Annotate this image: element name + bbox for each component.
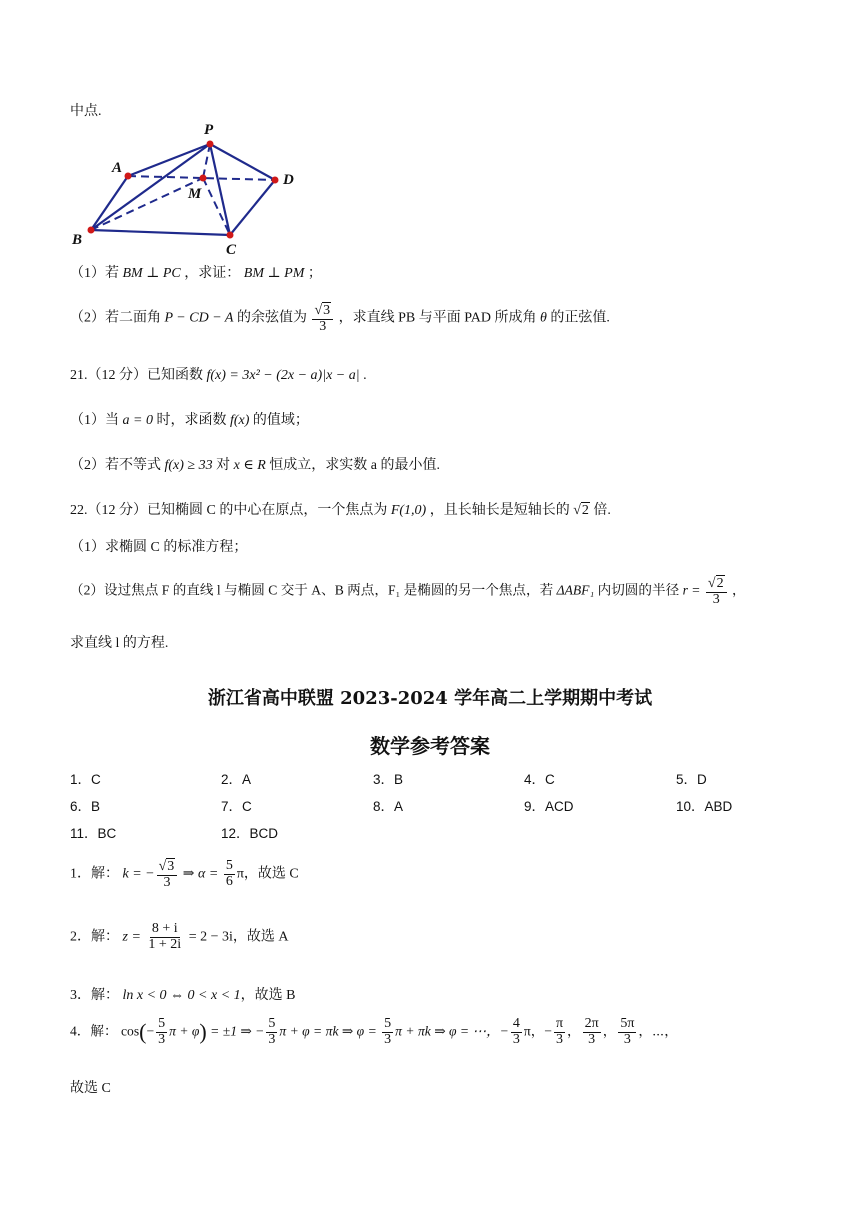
q22-p2-fraction: $\frac{√2}{3}$	[706, 575, 727, 607]
q20-part1	[70, 262, 322, 282]
solution-1	[70, 858, 299, 890]
point-B	[88, 227, 95, 234]
q22-p2-triangle: ΔABF₁	[556, 582, 595, 598]
point-A	[125, 173, 132, 180]
label-B: B	[72, 232, 83, 248]
edge-CD	[230, 180, 275, 235]
edge-MC-hidden	[203, 178, 230, 235]
q22-focus: F(1,0)	[390, 503, 427, 518]
sol3-label: 3．解：	[70, 988, 119, 1003]
sol4-label: 4．解：	[70, 1023, 118, 1039]
q20-p1-claim: BM ⊥ PM	[243, 266, 305, 281]
sol1-label: 1．解：	[70, 866, 119, 882]
q20-p2-angle: P − CD − A	[164, 310, 234, 326]
point-C	[227, 232, 234, 239]
answer-item: 4．C	[524, 772, 555, 787]
edge-PA	[128, 144, 210, 176]
q20-p2-fraction: $\frac{√3}{3}$	[312, 302, 333, 334]
label-C: C	[226, 242, 237, 258]
answer-item: 11．BC	[70, 826, 117, 841]
q21-part1	[70, 409, 309, 429]
q20-p2-theta: θ	[540, 310, 547, 326]
q21-p1-prefix: （1）当	[70, 413, 119, 428]
q21-p1-condition: a = 0	[122, 413, 153, 428]
q22-part2	[70, 575, 746, 607]
sol2-label: 2．解：	[70, 929, 119, 945]
q21-head	[70, 364, 367, 384]
solution-2	[70, 922, 289, 952]
answer-item: 7．C	[221, 799, 252, 814]
q20-p2-end: 的正弦值.	[550, 310, 610, 326]
answer-item: 10．ABD	[676, 799, 733, 814]
sol1-pi: π	[236, 866, 244, 882]
q22-part1: （1）求椭圆 C 的标准方程；	[70, 540, 248, 555]
answer-item: 12．BCD	[221, 826, 279, 841]
sol1-fraction-b: $\frac{5}{6}$	[225, 858, 233, 889]
q22-sqrt: √2	[573, 503, 589, 518]
point-P	[207, 141, 214, 148]
sol3-expr: ln x < 0 ⇔ 0 < x < 1	[122, 988, 241, 1003]
sol2-end: ，故选 A	[232, 929, 289, 945]
q20-p1-mid: ，求证：	[184, 266, 241, 281]
sol3-end: ，故选 B	[240, 988, 296, 1003]
label-P: P	[204, 122, 214, 138]
q21-p2-prefix: （2）若不等式	[70, 458, 161, 473]
q20-p1-condition: BM ⊥ PC	[122, 266, 181, 281]
sol1-mid: ⇒ α =	[182, 866, 219, 882]
answer-item: 1．C	[70, 772, 101, 787]
q22-p2-mid: 内切圆的半径	[597, 582, 680, 598]
lead-text: 中点.	[70, 104, 102, 119]
solution-4-line2: 故选 C	[70, 1081, 111, 1096]
q21-formula: f(x) = 3x² − (2x − a)|x − a|	[206, 368, 360, 383]
q21-p1-end: 的值域；	[252, 413, 309, 428]
q21-part2	[70, 454, 440, 474]
sol1-fraction-a: $\frac{√3}{3}$	[157, 858, 178, 890]
edge-PC	[210, 144, 230, 235]
sol1-end: ，故选 C	[243, 866, 299, 882]
label-A: A	[112, 160, 123, 176]
sol4-cos: cos	[120, 1023, 140, 1039]
doc-title: 浙江省高中联盟 2023-2024 学年高二上学期期中考试	[207, 688, 653, 709]
q20-p2-rest: ，求直线 PB 与平面 PAD 所成角	[338, 310, 537, 326]
answer-item: 8．A	[373, 799, 404, 814]
answer-item: 2．A	[221, 772, 252, 787]
q22-p2-text: （2）设过焦点 F 的直线 l 与椭圆 C 交于 A、B 两点，F₁ 是椭圆的另一个焦点，若	[70, 582, 554, 598]
label-D: D	[283, 172, 294, 188]
sol2-rhs: = 2 − 3i	[188, 929, 233, 945]
q22-head-mid: ，且长轴长是短轴长的	[429, 503, 570, 518]
solution-3	[70, 984, 296, 1004]
q22-part2-line2: 求直线 l 的方程.	[70, 636, 169, 651]
q20-p2-prefix: （2）若二面角	[70, 310, 161, 326]
q21-p2-inequality: f(x) ≥ 33	[164, 458, 213, 473]
q22-p2-radius: r =	[682, 582, 701, 598]
q21-p1-mid: 时，求函数	[156, 413, 227, 428]
q21-head-end: .	[363, 368, 367, 383]
q20-p1-prefix: （1）若	[70, 266, 119, 281]
edge-PD	[210, 144, 275, 180]
edge-BC	[91, 230, 230, 235]
answer-item: 3．B	[373, 772, 404, 787]
sol2-lhs: z =	[122, 929, 141, 945]
label-M: M	[188, 186, 202, 202]
q21-p2-set: x ∈ R	[233, 458, 266, 473]
sol1-lhs: k = −	[122, 866, 155, 882]
doc-subtitle: 数学参考答案	[370, 734, 490, 758]
q21-p1-function: f(x)	[229, 413, 250, 428]
q21-p2-mid: 对	[216, 458, 231, 473]
pyramid-figure	[70, 118, 320, 258]
answer-item: 5．D	[676, 772, 707, 787]
solution-4: 4．解： cos(− $\frac{5}{3}$ π + φ) = ±1 ⇒ − $\frac{5}{3}$ π + φ = πk ⇒ φ = $\frac{5}{3}$ π + πk ⇒ φ = ⋯，− $\frac{4}{3}$ π，− $\frac{\pi}{3}$ ， $\frac{2\pi}{3}$ ， $\frac{5\pi}{3}$ ，⋯，	[70, 1016, 678, 1047]
q20-p2-mid: 的余弦值为	[236, 310, 307, 326]
q22-head	[70, 499, 611, 519]
answer-item: 6．B	[70, 799, 101, 814]
point-M	[200, 175, 207, 182]
q22-head-end: 倍.	[593, 503, 611, 518]
q21-p2-end: 恒成立，求实数 a 的最小值.	[269, 458, 440, 473]
answer-item: 9．ACD	[524, 799, 574, 814]
q22-p2-end: ，	[731, 582, 746, 598]
sol2-fraction: $\frac{8 + i}{1 + 2i}$	[148, 921, 182, 952]
q20-part2	[70, 302, 610, 334]
q21-head-text: 21.（12 分）已知函数	[70, 368, 203, 383]
point-D	[272, 177, 279, 184]
q22-head-text: 22.（12 分）已知椭圆 C 的中心在原点，一个焦点为	[70, 503, 388, 518]
q20-p1-end: ；	[307, 266, 322, 281]
